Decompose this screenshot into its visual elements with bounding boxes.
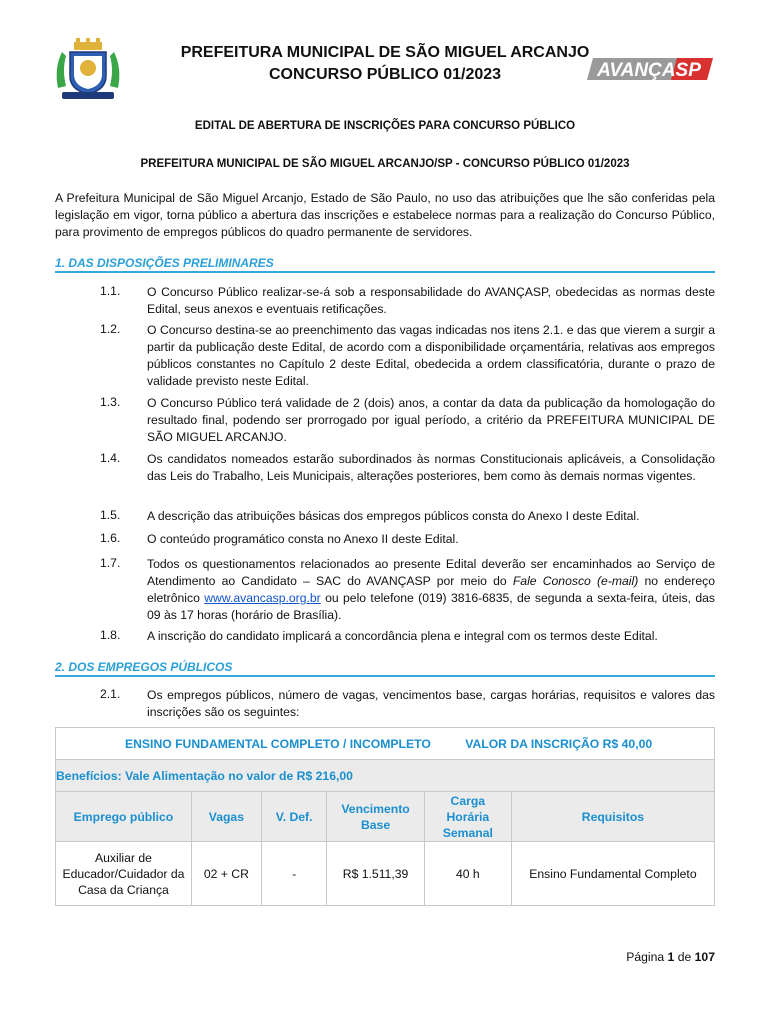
table-cell: R$ 1.511,39 bbox=[327, 842, 424, 906]
col-header: Vencimento Base bbox=[327, 792, 424, 842]
item-number: 2.1. bbox=[100, 687, 121, 701]
table-level-row bbox=[56, 728, 715, 760]
page-current: 1 bbox=[667, 950, 675, 964]
item-number: 1.2. bbox=[100, 322, 121, 336]
item-text: Os empregos públicos, número de vagas, vencimentos base, cargas horárias, requisitos e valores das inscrições são os seguintes: bbox=[147, 688, 715, 719]
col-header: Carga Horária Semanal bbox=[424, 792, 511, 842]
item-number: 1.7. bbox=[100, 556, 121, 570]
table-cell: Ensino Fundamental Completo bbox=[511, 842, 714, 906]
table-header-row bbox=[56, 792, 715, 842]
header-title-line2: CONCURSO PÚBLICO 01/2023 bbox=[268, 66, 502, 83]
col-header: Requisitos bbox=[511, 792, 714, 842]
education-level: ENSINO FUNDAMENTAL COMPLETO / INCOMPLETO bbox=[125, 736, 431, 751]
item-number: 1.5. bbox=[100, 508, 121, 522]
item-text: O Concurso Público terá validade de 2 (dois) anos, a contar da data da publicação da homologação do resultado final, podendo ser prorrogado por igual período, a critério da PREFEITURA MUNICIPAL DE SÃO MIGUEL ARCANJO. bbox=[147, 396, 715, 444]
table-benefits-row bbox=[56, 760, 715, 792]
item-number: 1.8. bbox=[100, 628, 121, 642]
item-number: 1.4. bbox=[100, 451, 121, 465]
fale-conosco-text: Fale Conosco (e-mail) bbox=[512, 574, 639, 588]
item-text: A descrição das atribuições básicas dos empregos públicos consta do Anexo I deste Edital. bbox=[147, 509, 640, 523]
page-of: de bbox=[677, 950, 692, 964]
brand-logo-text: AVANÇASP bbox=[597, 60, 701, 81]
col-header: Emprego público bbox=[56, 792, 192, 842]
col-header: V. Def. bbox=[261, 792, 326, 842]
item-text: Os candidatos nomeados estarão subordinados às normas Constitucionais aplicáveis, a Consolidação das Leis do Trabalho, Leis Municipais, alterações posteriores, bem como às demais normas vigentes. bbox=[147, 452, 715, 483]
item-text: O Concurso destina-se ao preenchimento das vagas indicadas nos itens 2.1. e das que vierem a surgir a partir da publicação deste Edital, de acordo com a disponibilidade orçamentária, relativas aos empregos públicos constantes no Capítulo 2 deste Edital, obedecida a ordem classificatória, durante o prazo de validade previsto neste Edital. bbox=[147, 323, 715, 388]
table-cell: 02 + CR bbox=[191, 842, 261, 906]
registration-fee: VALOR DA INSCRIÇÃO R$ 40,00 bbox=[465, 736, 653, 751]
section-title-1: 1. DAS DISPOSIÇÕES PRELIMINARES bbox=[55, 256, 715, 273]
item-text-part: ou pelo telefone (019) 3816-6835, de segunda a sexta-feira, úteis, das 09 às 17 horas (horário de Brasília). bbox=[147, 591, 716, 622]
item-number: 1.1. bbox=[100, 284, 121, 298]
intro-paragraph: A Prefeitura Municipal de São Miguel Arcanjo, Estado de São Paulo, no uso das atribuições que lhe são conferidas pela legislação em vigor, torna público a abertura das inscrições e estabelece normas para a realização do Concurso Público, para provimento de empregos públicos do quadro permanente de servidores. bbox=[55, 191, 715, 239]
col-header: Vagas bbox=[191, 792, 261, 842]
table-cell: 40 h bbox=[424, 842, 511, 906]
item-text: O Concurso Público realizar-se-á sob a responsabilidade do AVANÇASP, obedecidas as normas deste Edital, seus anexos e eventuais retificações. bbox=[147, 285, 715, 316]
empregos-table bbox=[55, 727, 715, 906]
item-number: 1.6. bbox=[100, 531, 121, 545]
page-total: 107 bbox=[694, 950, 715, 964]
avancasp-logo bbox=[585, 56, 715, 82]
header-title-line1: PREFEITURA MUNICIPAL DE SÃO MIGUEL ARCANJO bbox=[180, 44, 590, 61]
item-text-part: Todos os questionamentos relacionados ao presente Edital deverão ser encaminhados ao Serviço de Atendimento ao Candidato – SAC do AVANÇASP por meio do bbox=[147, 557, 715, 588]
item-number: 1.3. bbox=[100, 395, 121, 409]
page-label: Página bbox=[626, 950, 665, 964]
section-title-2: 2. DOS EMPREGOS PÚBLICOS bbox=[55, 660, 715, 677]
table-row bbox=[56, 842, 715, 906]
edital-subheading: PREFEITURA MUNICIPAL DE SÃO MIGUEL ARCANJO/SP - CONCURSO PÚBLICO 01/2023 bbox=[140, 158, 630, 170]
edital-heading: EDITAL DE ABERTURA DE INSCRIÇÕES PARA CONCURSO PÚBLICO bbox=[194, 120, 576, 132]
item-text-sac bbox=[147, 556, 715, 624]
table-cell: - bbox=[261, 842, 326, 906]
table-level-cell bbox=[56, 728, 715, 760]
benefits-text: Benefícios: Vale Alimentação no valor de R$ 216,00 bbox=[56, 760, 715, 792]
website-link[interactable]: www.avancasp.org.br bbox=[204, 591, 321, 605]
table-cell: Auxiliar de Educador/Cuidador da Casa da Criança bbox=[56, 842, 192, 906]
item-text: A inscrição do candidato implicará a concordância plena e integral com os termos deste Edital. bbox=[147, 629, 658, 643]
item-text-part: no endereço eletrônico bbox=[147, 574, 715, 605]
page-number bbox=[626, 950, 715, 964]
item-text: O conteúdo programático consta no Anexo II deste Edital. bbox=[147, 532, 459, 546]
municipal-crest-icon bbox=[52, 38, 124, 102]
